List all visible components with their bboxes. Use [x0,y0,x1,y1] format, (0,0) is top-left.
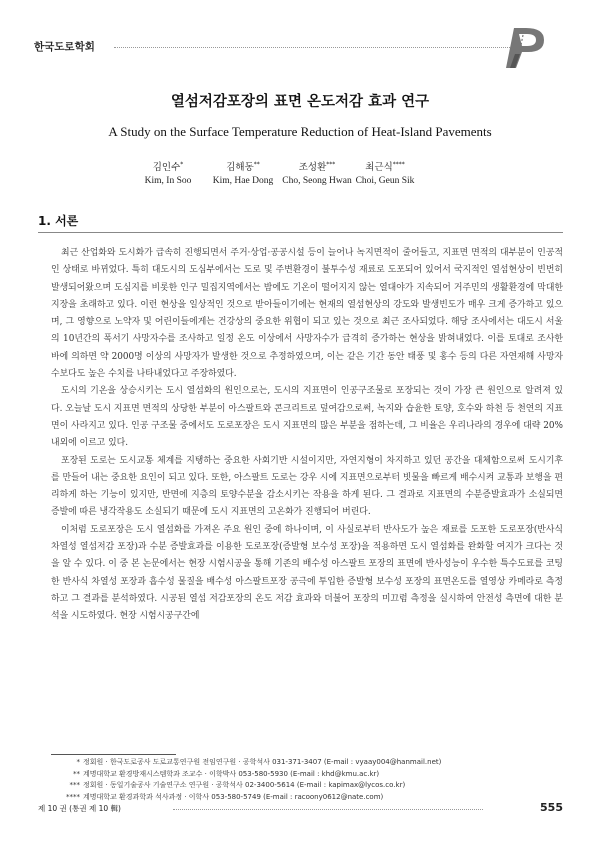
paragraph: 도시의 기온을 상승시키는 도시 열섬화의 원인으로는, 도시의 지표면이 인공구조물로 포장되는 것이 가장 큰 원인으로 알려져 있다. 오늘날 도시 지표면 면적의 상당한 부분이 아스팔트와 콘크리트로 덮여감으로써, 녹지와 습윤한 토양, 호수와 하천 등 천연의 지표면이 사라지고 있다. 인공 구조물 중에서도 도로포장은 도시 지표면의 많은 부분을 점하는데, 그 비율은 우리나라의 경우에 대략 20% 내외에 이르고 있다. [51,386,563,449]
page-number: 555 [540,801,563,814]
journal-name: 한국도로학회 [34,41,95,53]
body-text [51,245,563,626]
section-rule [38,232,563,233]
author-korean-name: 김인수 [152,162,181,173]
author-mark: *** [326,160,336,168]
author-list [0,159,600,191]
footnote-text: 계명대학교 환경방재시스템학과 조교수 · 이학박사 053-580-5930 (E-mail : khd@kmu.ac.kr) [83,769,380,778]
author-english-name: Kim, Hae Dong [212,176,274,186]
footnote-mark: **** [66,792,80,801]
author-english-name: Cho, Seong Hwan [282,176,352,186]
author-mark: **** [392,160,405,168]
author [340,159,430,186]
footnote [54,769,564,781]
author-korean-name: 김해동 [226,162,254,173]
korean-title: 열섬저감포장의 표면 온도저감 효과 연구 [170,94,430,110]
footnotes [54,757,564,803]
footnote [54,780,564,792]
footnote-text: 정회원 · 한국도로공사 도로교통연구원 전임연구원 · 공학석사 031-371-3407 (E-mail : vyaay004@hanmail.net) [83,758,442,766]
footnote-mark: *** [69,781,80,790]
english-title: A Study on the Surface Temperature Reduction of Heat-Island Pavements [108,124,492,139]
header-rule [114,47,524,48]
paragraph: 포장된 도로는 도시교통 체계를 지탱하는 중요한 사회기반 시설이지만, 자연지형이 차지하고 있던 공간을 대체함으로써 도시기후를 만들어 내는 중요한 요인이 되고 있다. 또한, 아스팔트 도로는 강우 시에 지표면으로부터 빗물을 빠르게 배수시켜 교통과 보행을 편리하게 하는 기능이 있지만, 반면에 지층의 토양수분을 감소시키는 작용을 하게 된다. 그 결과로 지표면의 수분증발효과가 소실되면 증발에 따른 냉각작용도 소실되기 때문에 도시 지표면의 고온화가 진행되어 버린다. [51,455,563,518]
author [128,159,208,186]
section-heading: 1. 서론 [38,214,79,228]
footnote-mark: ** [73,769,80,778]
paragraph: 최근 산업화와 도시화가 급속히 진행되면서 주거·상업·공공시설 등이 늘어나 녹지면적이 줄어들고, 지표면 면적의 대부분이 인공적인 상태로 바뀌었다. 특히 대도시의 도심부에서는 도로 및 주변환경이 불투수성 재료로 도포되어 있어서 국지적인 열섬현상이 빈번히 발생되어왔으며 도심지를 비롯한 인구 밀집지역에서는 밤에도 기온이 떨어지지 않는 열대야가 지속되어 거주민의 생활환경에 막대한 지장을 초래하고 있다. 이런 현상을 일상적인 것으로 받아들이기에는 현재의 열섬현상의 강도와 발생빈도가 매우 크게 증가하고 있으며, 그 영향으로 노약자 및 어린이들에게는 건강상의 중요한 위협이 되고 있는 것으로 최근 조사되었다. 해당 조사에서는 대도시 서울의 10년간의 폭서기 사망자수를 조사하고 일정 온도 이상에서 사망자수가 급격히 증가하는 현상을 밝혀내었다. 이를 토대로 조사한 바에 의하면 약 2000명 이상의 사망자가 발생한 것으로 추정하였으며, 이는 같은 기간 동안 태풍 및 홍수 등의 다른 자연재해 사망자수보다도 높은 수치를 나타내었다고 주장하였다. [51,248,563,380]
footnote-text: 정회원 · 동일기술공사 기술연구소 연구원 · 공학석사 02-3400-5614 (E-mail : kapimax@lycos.co.kr) [83,781,406,790]
running-header [34,37,564,59]
footer-rule [173,809,483,810]
page-footer [38,802,563,816]
journal-logo [500,24,550,70]
footnote-text: 계명대학교 환경과학과 석사과정 · 이학사 053-580-5749 (E-mail : racoony0612@nate.com) [83,792,384,801]
volume-info: 제 10 권 (통권 제 10 輯) [38,804,121,813]
author-english-name: Choi, Geun Sik [355,176,415,186]
author-korean-name: 조성환 [298,162,327,173]
author-mark: ** [253,160,260,168]
paragraph: 이처럼 도로포장은 도시 열섬화를 가져온 주요 원인 중에 하나이며, 이 사실로부터 반사도가 높은 재료를 도포한 도로포장(반사식 차열성 열섬저감 포장)과 수분 증발효과를 이용한 도로포장(증발형 보수성 포장)을 적용하면 도시 열섬화를 완화할 여지가 크다는 것을 알 수 있다. 이 중 본 논문에서는 현장 시험시공을 통해 기존의 배수성 아스팔트 포장의 표면에 반사성능이 우수한 특수도료를 코팅한 반사식 차열성 포장과 흡수성 물질을 배수성 아스팔트포장 공극에 투입한 증발형 보수성 포장의 표면온도를 열영상 카메라로 측정하고 그 결과를 분석하였다. 시공된 열섬 저감포장의 온도 저감 효과와 더불어 포장의 미끄럼 측정을 실시하여 안전성 측면에 대한 분석을 시도하였다. 현장 시험시공구간에 [51,524,563,622]
footnote-rule [51,754,176,755]
author-english-name: Kim, In Soo [144,176,192,186]
footnote [54,757,564,769]
footnote-mark: * [76,758,80,766]
author-mark: * [180,160,184,168]
author-korean-name: 최근식 [365,162,393,173]
